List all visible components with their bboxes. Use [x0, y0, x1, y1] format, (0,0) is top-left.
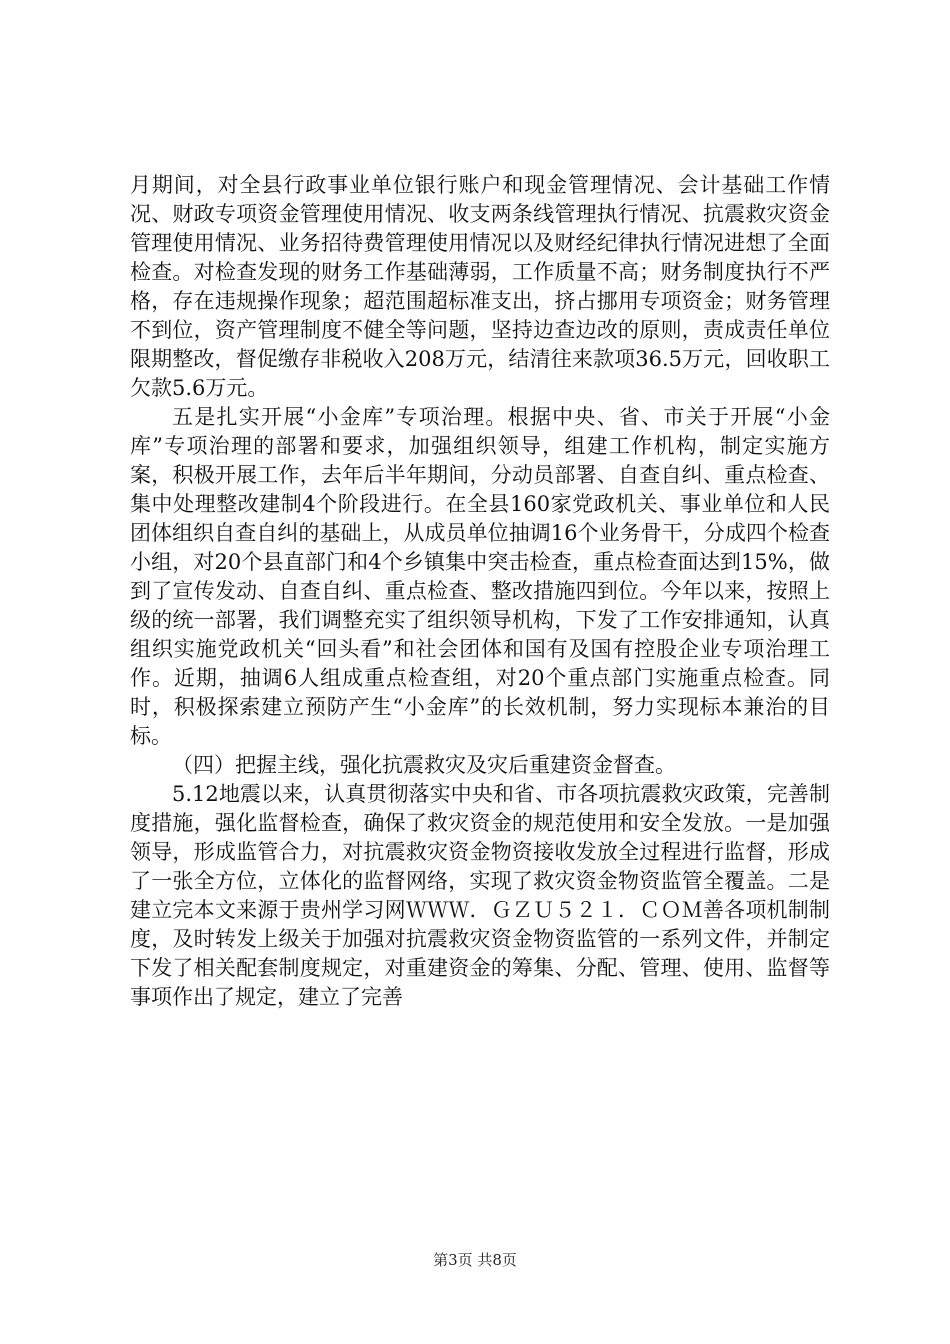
page-footer: 第3页 共8页	[433, 1251, 517, 1269]
document-body	[130, 171, 830, 1012]
section-heading-four: （四）把握主线，强化抗震救灾及灾后重建资金督查。	[172, 753, 676, 777]
paragraph-earthquake-relief: 5.12地震以来，认真贯彻落实中央和省、市各项抗震救灾政策，完善制度措施，强化监督检查，确保了救灾资金的规范使用和安全发放。一是加强领导，形成监管合力，对抗震救灾资金物资接收发放全过程进行监督，形成了一张全方位，立体化的监督网络，实现了救灾资金物资监管全覆盖。二是建立完本文来源于贵州学习网ＷＷＷ．ＧＺＵ５２１．ＣＯＭ善各项机制制度，及时转发上级关于加强对抗震救灾资金物资监管的一系列文件，并制定下发了相关配套制度规定，对重建资金的筹集、分配、管理、使用、监督等事项作出了规定，建立了完善	[130, 782, 830, 1009]
paragraph-audit-continuation: 月期间，对全县行政事业单位银行账户和现金管理情况、会计基础工作情况、财政专项资金管理使用情况、收支两条线管理执行情况、抗震救灾资金管理使用情况、业务招待费管理使用情况以及财经纪律执行情况进想了全面检查。对检查发现的财务工作基础薄弱，工作质量不高；财务制度执行不严格，存在违规操作现象；超范围超标准支出，挤占挪用专项资金；财务管理不到位，资产管理制度不健全等问题，坚持边查边改的原则，责成责任单位限期整改，督促缴存非税收入208万元，结清往来款项36.5万元，回收职工欠款5.6万元。	[130, 173, 830, 400]
paragraph-small-treasury: 五是扎实开展“小金库”专项治理。根据中央、省、市关于开展“小金库”专项治理的部署和要求，加强组织领导，组建工作机构，制定实施方案，积极开展工作，去年后半年期间，分动员部署、自查自纠、重点检查、集中处理整改建制4个阶段进行。在全县160家党政机关、事业单位和人民团体组织自查自纠的基础上，从成员单位抽调16个业务骨干，分成四个检查小组，对20个县直部门和4个乡镇集中突击检查，重点检查面达到15%，做到了宣传发动、自查自纠、重点检查、整改措施四到位。今年以来，按照上级的统一部署，我们调整充实了组织领导机构，下发了工作安排通知，认真组织实施党政机关“回头看”和社会团体和国有及国有控股企业专项治理工作。近期，抽调6人组成重点检查组，对20个重点部门实施重点检查。同时，积极探索建立预防产生“小金库”的长效机制，努力实现标本兼治的目标。	[130, 405, 830, 748]
